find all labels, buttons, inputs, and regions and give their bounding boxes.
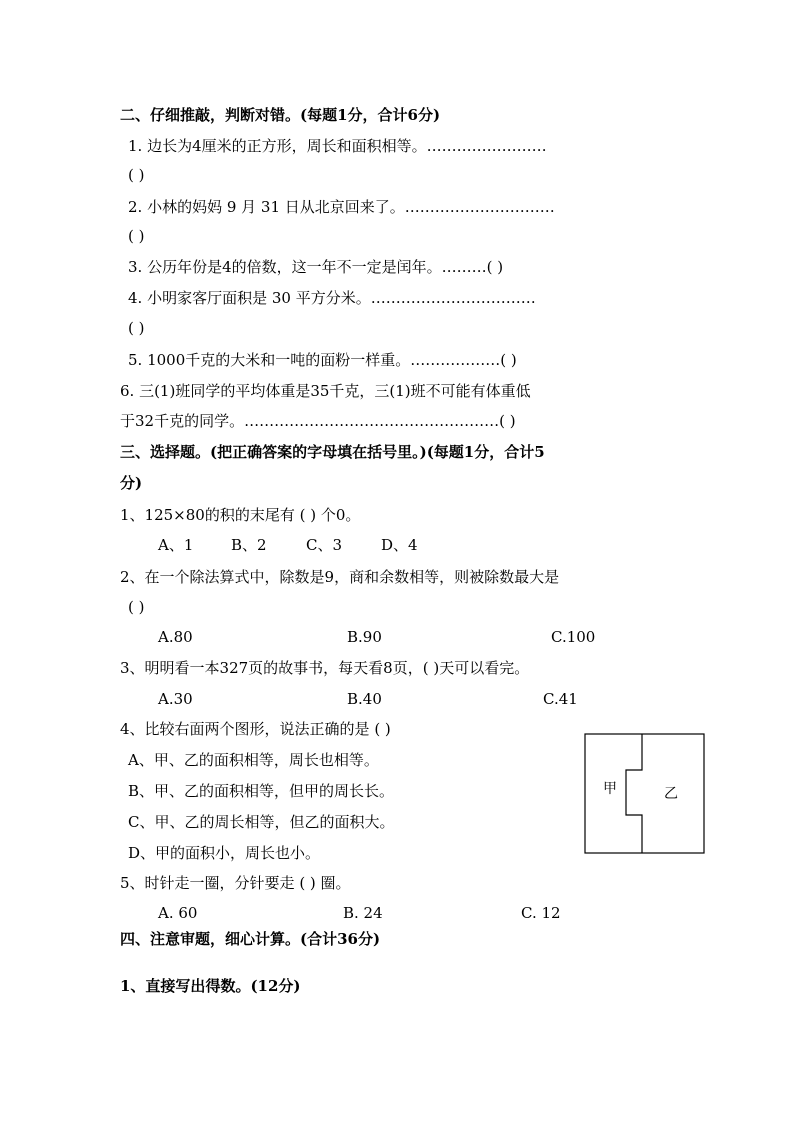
judge-item-1-blank: ( ) [128, 166, 145, 184]
judge-item-6-cont: 于32千克的同学。……………………………………………( ) [120, 412, 516, 430]
section3-heading-cont: 分) [120, 474, 143, 492]
judge-item-4: 4. 小明家客厅面积是 30 平方分米。…………………………… [128, 289, 536, 307]
q4-option-b: B、甲、乙的面积相等，但甲的周长长。 [128, 782, 395, 800]
choice-q2: 2、在一个除法算式中，除数是9，商和余数相等，则被除数最大是 [120, 568, 560, 586]
q2-option-b: B.90 [347, 628, 382, 646]
choice-q5: 5、时针走一圈，分针要走 ( ) 圈。 [120, 874, 351, 892]
q3-option-a: A.30 [158, 690, 193, 708]
q5-option-a: A. 60 [158, 904, 198, 922]
choice-q3: 3、明明看一本327页的故事书，每天看8页，( )天可以看完。 [120, 659, 530, 677]
q1-option-d: D、4 [381, 536, 418, 554]
judge-item-5: 5. 1000千克的大米和一吨的面粉一样重。………………( ) [128, 351, 517, 369]
q2-option-a: A.80 [158, 628, 193, 646]
judge-item-2: 2. 小林的妈妈 9 月 31 日从北京回来了。………………………… [128, 198, 555, 216]
figure-label-right: 乙 [664, 786, 678, 802]
section4-heading: 四、注意审题，细心计算。(合计36分) [120, 930, 381, 948]
comparison-figure [584, 733, 706, 855]
q1-option-b: B、2 [231, 536, 267, 554]
section3-heading: 三、选择题。(把正确答案的字母填在括号里。)(每题1分，合计5 [120, 443, 545, 461]
judge-item-3: 3. 公历年份是4的倍数，这一年不一定是闰年。………( ) [128, 258, 504, 276]
judge-item-6: 6. 三(1)班同学的平均体重是35千克，三(1)班不可能有体重低 [120, 382, 531, 400]
section4-sub1: 1、直接写出得数。(12分) [120, 977, 301, 995]
q5-option-b: B. 24 [343, 904, 383, 922]
q2-option-c: C.100 [551, 628, 596, 646]
choice-q1: 1、125×80的积的末尾有 ( ) 个0。 [120, 506, 361, 524]
q5-option-c: C. 12 [521, 904, 561, 922]
q4-option-d: D、甲的面积小，周长也小。 [128, 844, 321, 862]
q4-option-c: C、甲、乙的周长相等，但乙的面积大。 [128, 813, 395, 831]
judge-item-2-blank: ( ) [128, 227, 145, 245]
judge-item-4-blank: ( ) [128, 319, 145, 337]
judge-item-1: 1. 边长为4厘米的正方形，周长和面积相等。…………………… [128, 137, 547, 155]
section2-heading: 二、仔细推敲，判断对错。(每题1分，合计6分) [120, 106, 441, 124]
q3-option-c: C.41 [543, 690, 578, 708]
q1-option-a: A、1 [158, 536, 194, 554]
choice-q4: 4、比较右面两个图形，说法正确的是 ( ) [120, 720, 391, 738]
q1-option-c: C、3 [306, 536, 343, 554]
figure-divider-line [626, 734, 642, 853]
figure-label-left: 甲 [603, 781, 617, 797]
q2-blank: ( ) [128, 598, 145, 616]
q4-option-a: A、甲、乙的面积相等，周长也相等。 [128, 751, 379, 769]
q3-option-b: B.40 [347, 690, 382, 708]
